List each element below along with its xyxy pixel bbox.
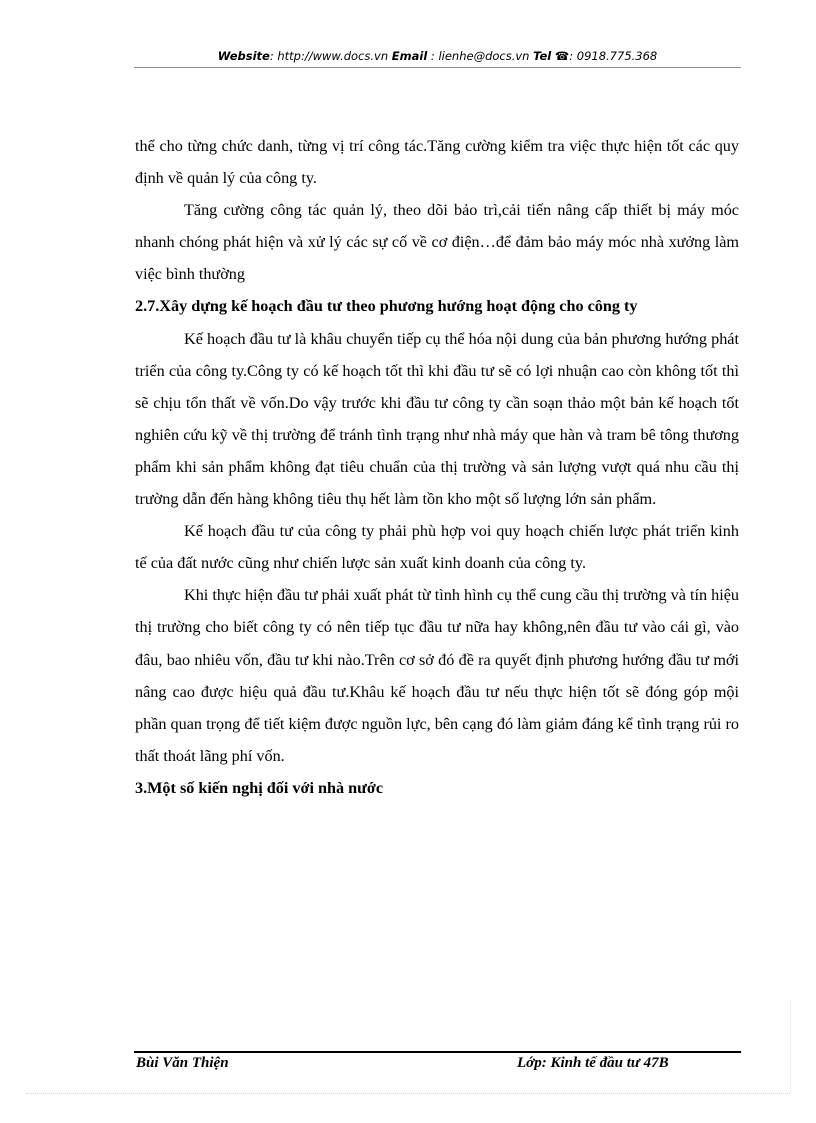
footer-class: Lớp: Kinh tế đầu tư 47B	[517, 1055, 669, 1071]
email-label: Email	[391, 49, 428, 63]
page-border-bottom	[26, 1093, 790, 1094]
footer-author: Bùi Văn Thiện	[136, 1055, 229, 1071]
email-value: : lienhe@docs.vn	[430, 49, 530, 63]
page-border-right	[790, 1000, 791, 1093]
section-heading: 3.Một số kiến nghị đối với nhà nước	[135, 778, 384, 797]
website-value: : http://www.docs.vn	[269, 49, 389, 63]
document-body	[135, 130, 739, 804]
tel-label: Tel	[533, 49, 552, 63]
page-header	[134, 47, 741, 65]
website-label: Website	[217, 49, 270, 63]
paragraph: Kế hoạch đầu tư là khâu chuyển tiếp cụ thể hóa nội dung của bản phương hướng phát triển của công ty.Công ty có kế hoạch tốt thì khi đầu tư sẽ có lợi nhuận cao còn không tốt thì sẽ chịu tổn thất về vốn.Do vậy trước khi đầu tư công ty cần soạn thảo một bản kế hoạch tốt nghiên cứu kỹ về thị trường để tránh tình trạng như nhà máy que hàn và tram bê tông thương phẩm khi sản phẩm không đạt tiêu chuẩn của thị trường và sản lượng vượt quá nhu cầu thị trường dẫn đến hàng không tiêu thụ hết làm tồn kho một số lượng lớn sản phẩm.	[135, 329, 739, 509]
paragraph: Khi thực hiện đầu tư phải xuất phát từ tình hình cụ thể cung cầu thị trường và tín hiệu thị trường cho biết công ty có nên tiếp tục đầu tư nữa hay không,nên đầu tư vào cái gì, vào đâu, bao nhiêu vốn, đầu tư khi nào.Trên cơ sở đó đề ra quyết định phương hướng đầu tư mới nâng cao được hiệu quả đầu tư.Khâu kế hoạch đầu tư nếu thực hiện tốt sẽ đóng góp mội phần quan trọng để tiết kiệm được nguồn lực, bên cạng đó làm giảm đáng kể tình trạng rủi ro thất thoát lãng phí vốn.	[135, 586, 739, 765]
paragraph: Tăng cường công tác quản lý, theo dõi bảo trì,cải tiến nâng cấp thiết bị máy móc nhanh chóng phát hiện và xử lý các sự cố về cơ điện…để đảm bảo máy móc nhà xưởng làm việc bình thường	[135, 201, 739, 284]
section-heading: 2.7.Xây dựng kế hoạch đầu tư theo phương hướng hoạt động cho công ty	[135, 297, 638, 316]
paragraph: thể cho từng chức danh, từng vị trí công tác.Tăng cường kiểm tra việc thực hiện tốt các quy định về quản lý của công ty.	[135, 137, 739, 188]
paragraph: Kế hoạch đầu tư của công ty phải phù hợp voi quy hoạch chiến lược phát triển kinh tế của đất nước cũng như chiến lược sản xuất kinh doanh của công ty.	[135, 522, 739, 573]
footer-divider	[134, 1051, 741, 1053]
header-divider	[134, 67, 741, 68]
telephone-icon: ☎	[554, 49, 570, 63]
tel-value: : 0918.775.368	[569, 49, 658, 63]
